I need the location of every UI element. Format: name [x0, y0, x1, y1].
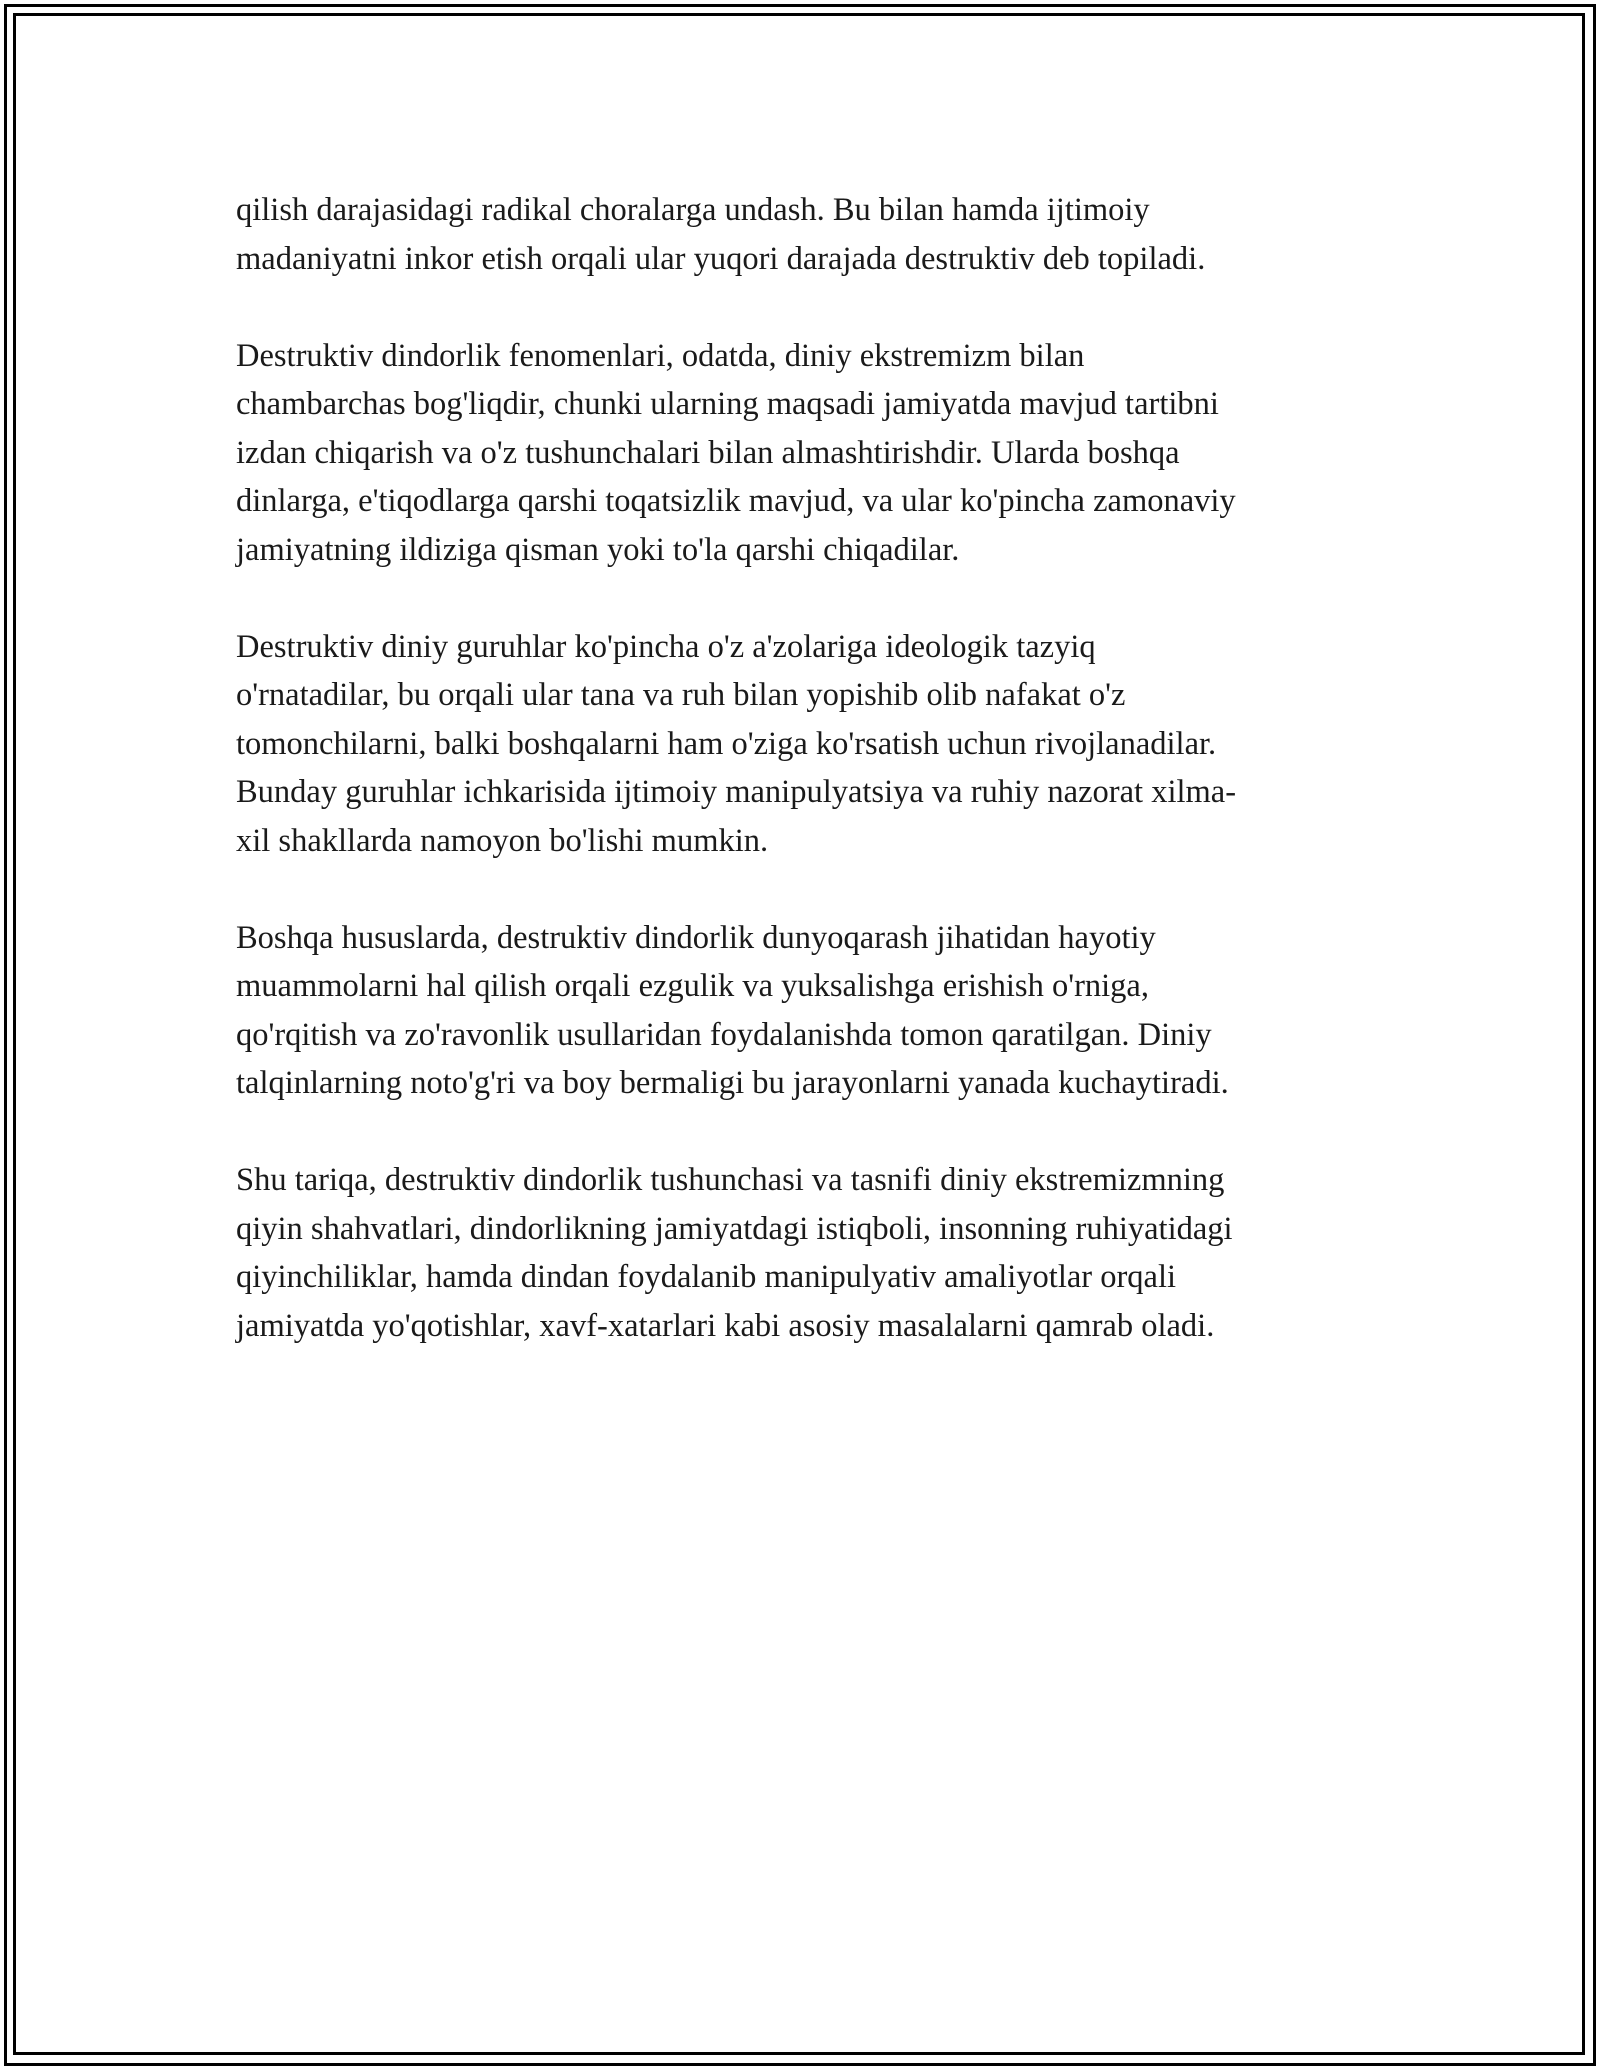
paragraph-3: Destruktiv diniy guruhlar ko'pincha o'z a'zolariga ideologik tazyiq o'rnatadilar, bu orqali ular tana va ruh bilan yopishib olib nafakat o'z tomonchilarni, balki boshqalarni ham o'ziga ko'rsatish uchun rivojlanadilar. Bunday guruhlar ichkarisida ijtimoiy manipulyatsiya va ruhiy nazorat xilma- xil shakllarda namoyon bo'lishi mumkin. [236, 628, 1237, 859]
paragraph-2: Destruktiv dindorlik fenomenlari, odatda, diniy ekstremizm bilan chambarchas bog'liqdir, chunki ularning maqsadi jamiyatda mavjud tartibni izdan chiqarish va o'z tushunchalari bilan almashtirishdir. Ularda boshqa dinlarga, e'tiqodlarga qarshi toqatsizlik mavjud, va ular ko'pincha zamonaviy jamiyatning ildiziga qisman yoki to'la qarshi chiqadilar. [236, 337, 1236, 568]
paragraph-5: Shu tariqa, destruktiv dindorlik tushunchasi va tasnifi diniy ekstremizmning qiyin shahvatlari, dindorlikning jamiyatdagi istiqboli, insonning ruhiyatidagi qiyinchiliklar, hamda dindan foydalanib manipulyativ amaliyotlar orqali jamiyatda yo'qotishlar, xavf-xatarlari kabi asosiy masalalarni qamrab oladi. [236, 1162, 1233, 1344]
paragraph-4: Boshqa hususlarda, destruktiv dindorlik dunyoqarash jihatidan hayotiy muammolarni hal qilish orqali ezgulik va yuksalishga erishish o'rniga, qo'rqitish va zo'ravonlik usullaridan foydalanishda tomon qaratilgan. Diniy talqinlarning noto'g'ri va boy bermaligi bu jarayonlarni yanada kuchaytiradi. [236, 919, 1229, 1101]
document-body [236, 186, 1376, 1350]
paragraph-1: qilish darajasidagi radikal choralarga undash. Bu bilan hamda ijtimoiy madaniyatni inkor etish orqali ular yuqori darajada destruktiv deb topiladi. [236, 192, 1206, 277]
